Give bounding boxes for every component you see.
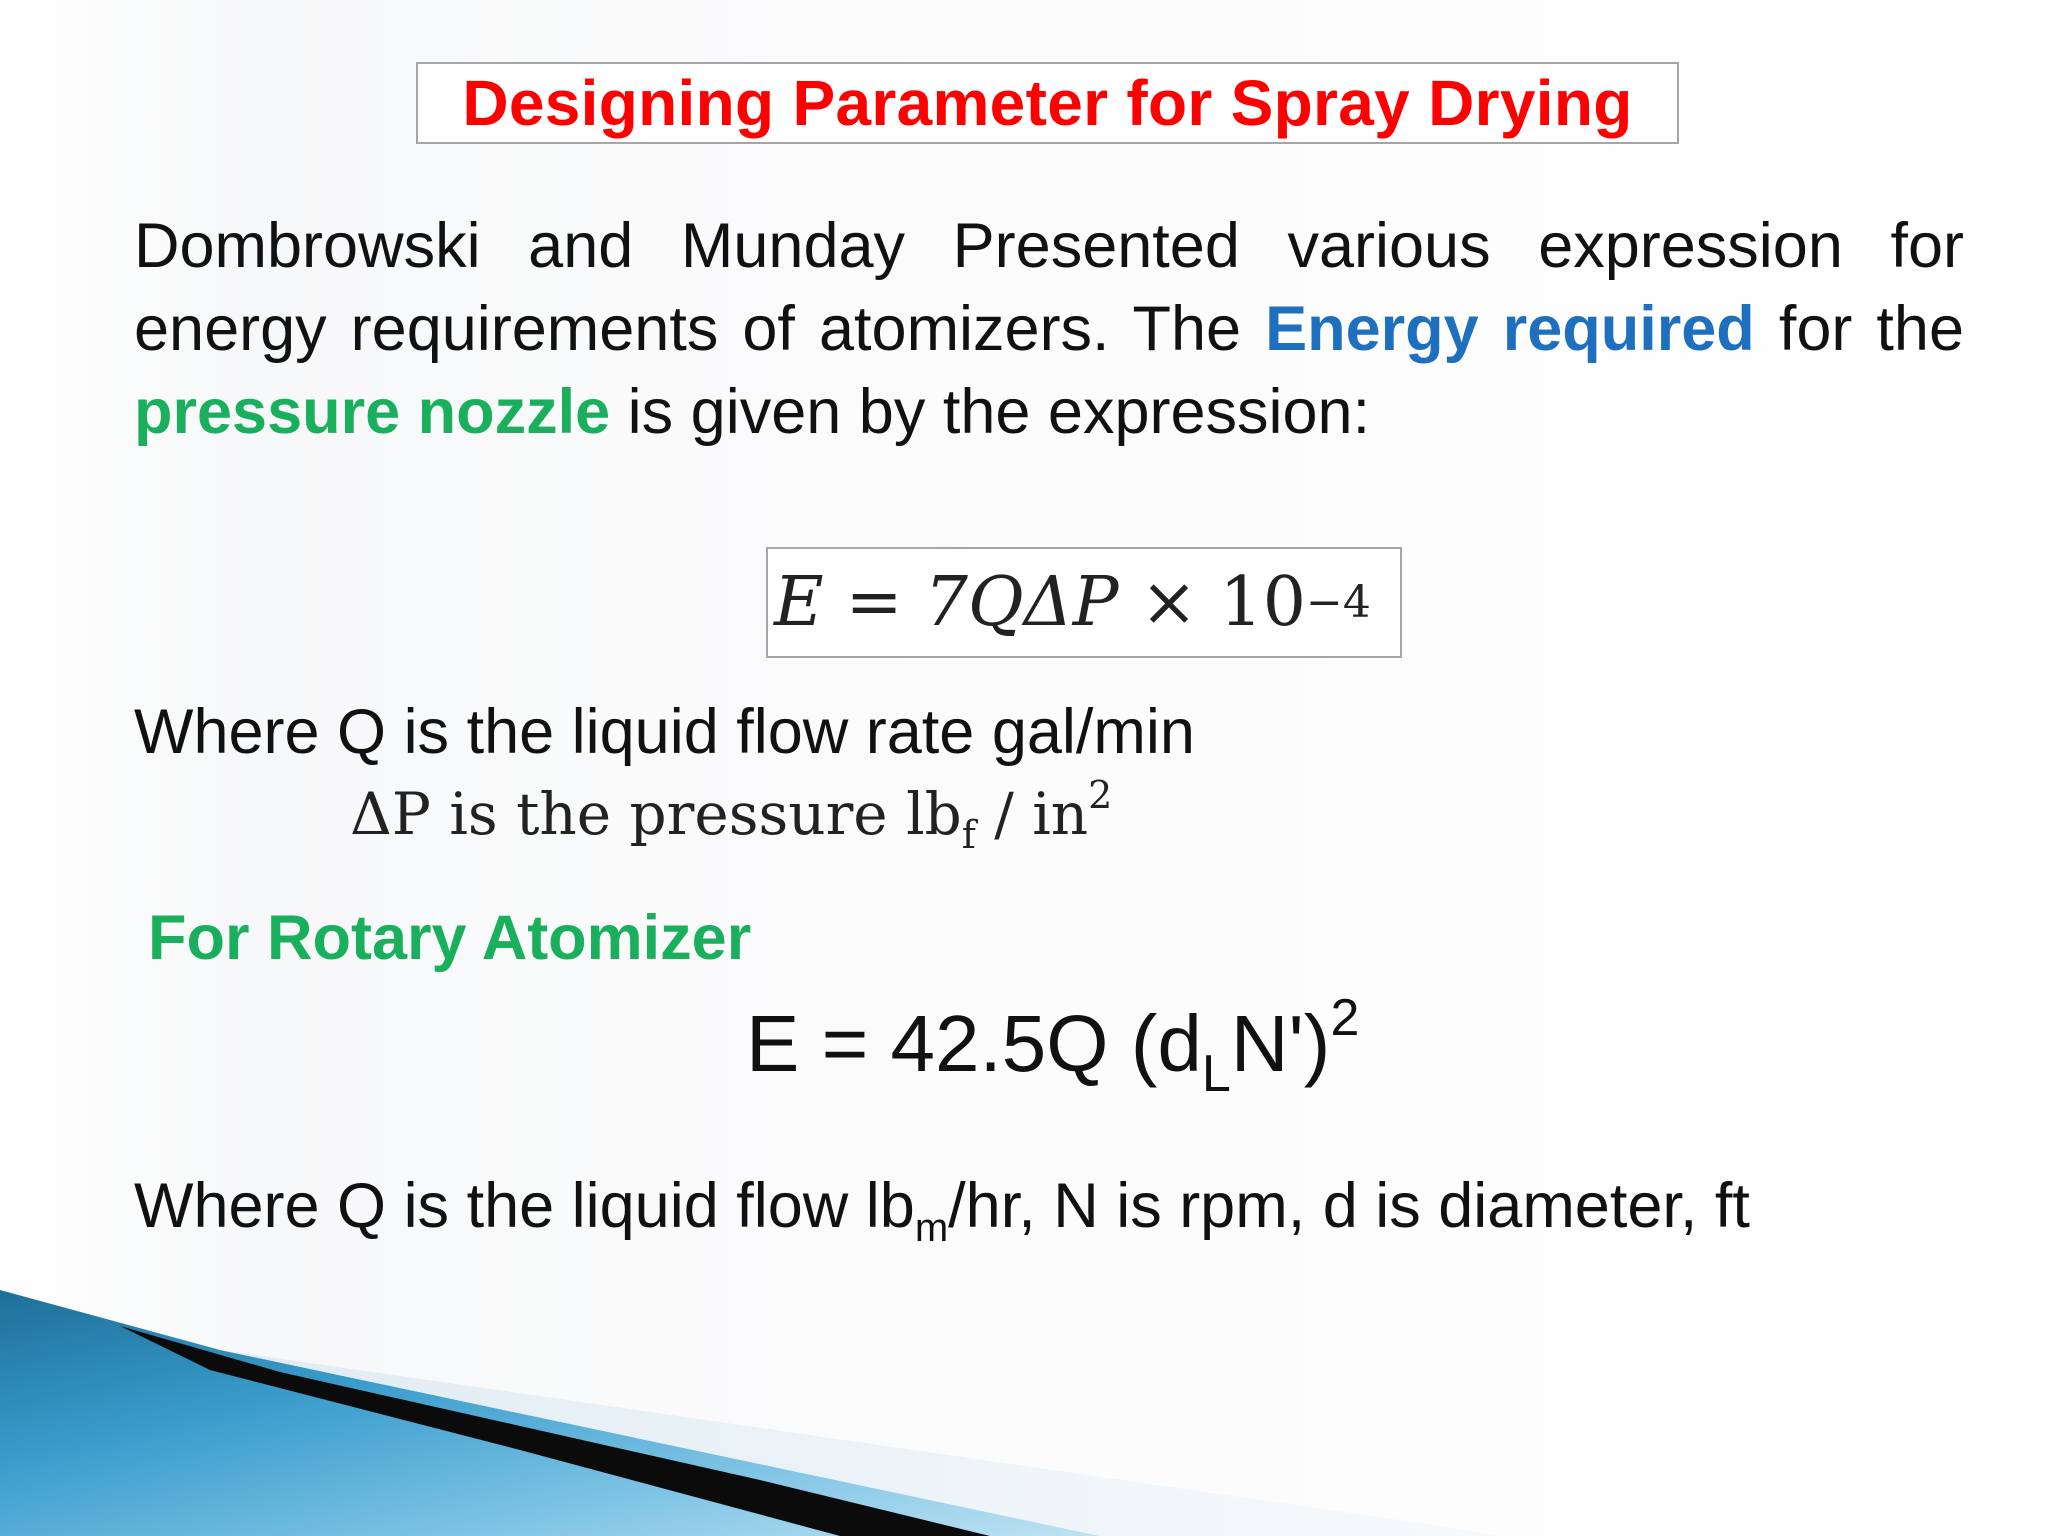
- where-rotary-subscript: m: [914, 1206, 949, 1250]
- where-q-line: Where Q is the liquid flow rate gal/min: [134, 697, 1195, 767]
- pressure-nozzle-highlight: pressure nozzle: [134, 377, 611, 447]
- eq1-equals: =: [845, 563, 903, 642]
- intro-text-3: is given by the expression:: [610, 377, 1371, 447]
- eq1-term: 7QΔP: [924, 563, 1119, 642]
- where-dp-subscript: f: [961, 813, 976, 857]
- intro-text-1: Dombrowski and Munday Presented various expression for energy requirements of atomizers. The: [134, 211, 1964, 364]
- corner-swoosh-decoration: [0, 1280, 2048, 1536]
- where-dp-text: ΔP is the pressure lb: [350, 780, 962, 848]
- intro-paragraph: [134, 205, 1964, 454]
- eq2-prefix: E = 42.5Q (d: [746, 999, 1202, 1088]
- pressure-nozzle-equation: [766, 547, 1402, 658]
- where-dp-line: [350, 773, 1112, 857]
- eq2-middle: N'): [1230, 999, 1331, 1088]
- eq1-base: 10: [1219, 563, 1307, 642]
- eq2-superscript: 2: [1330, 989, 1360, 1047]
- eq2-subscript: L: [1201, 1045, 1231, 1103]
- rotary-atomizer-heading: For Rotary Atomizer: [148, 903, 752, 973]
- where-rotary-suffix: /hr, N is rpm, d is diameter, ft: [948, 1171, 1750, 1241]
- rotary-atomizer-equation: [746, 988, 1359, 1104]
- slide-title: Designing Parameter for Spray Drying: [462, 67, 1633, 139]
- where-dp-superscript: 2: [1088, 773, 1113, 817]
- energy-required-highlight: Energy required: [1265, 294, 1755, 364]
- intro-text-2: for the: [1754, 294, 1964, 364]
- eq1-times: ×: [1140, 563, 1198, 642]
- where-rotary-line: [134, 1170, 1750, 1251]
- eq1-lhs: E: [774, 563, 824, 642]
- where-rotary-prefix: Where Q is the liquid flow lb: [134, 1171, 915, 1241]
- eq1-exponent: −4: [1306, 577, 1371, 628]
- where-dp-unit: / in: [975, 780, 1089, 848]
- title-box: [416, 62, 1679, 144]
